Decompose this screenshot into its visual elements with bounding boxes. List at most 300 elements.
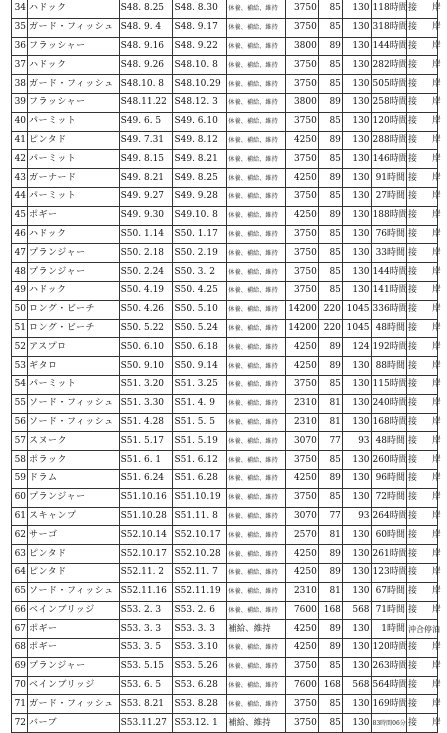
row-number-cell: 72 [12, 714, 28, 733]
stay-hours-cell: 192時間 [371, 338, 407, 357]
berth-type-cell: 接 岸 [407, 488, 438, 507]
table-row [12, 563, 438, 582]
row-number-cell: 46 [12, 225, 28, 244]
activity-cell: 休養、補給、維持 [227, 413, 285, 432]
crew-officers-cell: 81 [318, 582, 342, 601]
crew-total-cell: 124 [342, 338, 371, 357]
end-date-cell: S53. 3. 3 [173, 620, 227, 639]
activity-cell: 休養、補給、維持 [227, 526, 285, 545]
stay-hours-cell: 564時間 [371, 676, 407, 695]
tonnage-cell: 4250 [285, 563, 318, 582]
table-row [12, 300, 438, 319]
activity-cell: 休養、補給、維持 [227, 451, 285, 470]
start-date-cell: S49. 8.15 [119, 150, 173, 169]
crew-officers-cell: 89 [318, 545, 342, 564]
start-date-cell: S48.10. 8 [119, 75, 173, 94]
row-number-cell: 39 [12, 93, 28, 112]
start-date-cell: S50. 4.26 [119, 300, 173, 319]
berth-type-cell: 接 岸 [407, 601, 438, 620]
start-date-cell: S53.11.27 [119, 714, 173, 733]
stay-hours-cell: 288時間 [371, 131, 407, 150]
start-date-cell: S48. 9. 4 [119, 18, 173, 37]
start-date-cell: S52.10.17 [119, 545, 173, 564]
vessel-name-cell: ドラム [28, 469, 120, 488]
tonnage-cell: 4250 [285, 338, 318, 357]
vessel-name-cell: ピンタド [28, 545, 120, 564]
row-number-cell: 58 [12, 451, 28, 470]
end-date-cell: S48.12. 3 [173, 93, 227, 112]
activity-cell: 休養、補給、維持 [227, 375, 285, 394]
end-date-cell: S49. 8.25 [173, 169, 227, 188]
berth-type-cell: 接 岸 [407, 75, 438, 94]
row-number-cell: 49 [12, 281, 28, 300]
end-date-cell: S48.10. 8 [173, 56, 227, 75]
table-row [12, 56, 438, 75]
start-date-cell: S49. 7.31 [119, 131, 173, 150]
activity-cell: 休養、補給、維持 [227, 300, 285, 319]
stay-hours-cell: 505時間 [371, 75, 407, 94]
activity-cell: 休養、補給、維持 [227, 244, 285, 263]
crew-officers-cell: 81 [318, 394, 342, 413]
row-number-cell: 41 [12, 131, 28, 150]
end-date-cell: S51. 5. 5 [173, 413, 227, 432]
crew-total-cell: 130 [342, 75, 371, 94]
crew-officers-cell: 89 [318, 563, 342, 582]
row-number-cell: 40 [12, 112, 28, 131]
vessel-name-cell: スキャンプ [28, 507, 120, 526]
stay-hours-cell: 120時間 [371, 639, 407, 658]
table-row [12, 75, 438, 94]
tonnage-cell: 2570 [285, 526, 318, 545]
row-number-cell: 54 [12, 375, 28, 394]
activity-cell: 休養、補給、維持 [227, 281, 285, 300]
berth-type-cell: 接 岸 [407, 244, 438, 263]
row-number-cell: 69 [12, 657, 28, 676]
table-row [12, 526, 438, 545]
stay-hours-cell: 118時間 [371, 0, 407, 18]
row-number-cell: 67 [12, 620, 28, 639]
tonnage-cell: 2310 [285, 394, 318, 413]
vessel-name-cell: プランジャー [28, 657, 120, 676]
crew-officers-cell: 89 [318, 37, 342, 56]
berth-type-cell: 接 岸 [407, 394, 438, 413]
stay-hours-cell: 141時間 [371, 281, 407, 300]
row-number-cell: 44 [12, 187, 28, 206]
tonnage-cell: 3750 [285, 112, 318, 131]
end-date-cell: S52.10.28 [173, 545, 227, 564]
berth-type-cell: 接 岸 [407, 563, 438, 582]
berth-type-cell: 接 岸 [407, 451, 438, 470]
berth-type-cell: 接 岸 [407, 187, 438, 206]
start-date-cell: S50. 2.18 [119, 244, 173, 263]
end-date-cell: S49. 8.12 [173, 131, 227, 150]
crew-officers-cell: 85 [318, 187, 342, 206]
vessel-name-cell: ポギー [28, 206, 120, 225]
stay-hours-cell: 91時間 [371, 169, 407, 188]
berth-type-cell: 接 岸 [407, 545, 438, 564]
table-row [12, 469, 438, 488]
start-date-cell: S51. 6. 1 [119, 451, 173, 470]
end-date-cell: S48. 8.30 [173, 0, 227, 18]
row-number-cell: 68 [12, 639, 28, 658]
crew-officers-cell: 77 [318, 432, 342, 451]
end-date-cell: S50. 3. 2 [173, 263, 227, 282]
end-date-cell: S52.11.19 [173, 582, 227, 601]
crew-officers-cell: 168 [318, 676, 342, 695]
start-date-cell: S51. 5.17 [119, 432, 173, 451]
berth-type-cell: 接 岸 [407, 281, 438, 300]
activity-cell: 休養、補給、維持 [227, 263, 285, 282]
crew-officers-cell: 89 [318, 469, 342, 488]
stay-hours-cell: 1時間 [371, 620, 407, 639]
stay-hours-cell: 144時間 [371, 37, 407, 56]
table-row [12, 37, 438, 56]
row-number-cell: 34 [12, 0, 28, 18]
end-date-cell: S48. 9.17 [173, 18, 227, 37]
start-date-cell: S51. 3.20 [119, 375, 173, 394]
crew-total-cell: 130 [342, 488, 371, 507]
activity-cell: 休養、補給、維持 [227, 357, 285, 376]
berth-type-cell: 接 岸 [407, 150, 438, 169]
berth-type-cell: 接 岸 [407, 225, 438, 244]
tonnage-cell: 2310 [285, 413, 318, 432]
crew-total-cell: 130 [342, 112, 371, 131]
start-date-cell: S49. 9.30 [119, 206, 173, 225]
tonnage-cell: 3750 [285, 657, 318, 676]
vessel-name-cell: プランジャー [28, 263, 120, 282]
table-row [12, 112, 438, 131]
activity-cell: 休養、補給、維持 [227, 582, 285, 601]
tonnage-cell: 3750 [285, 18, 318, 37]
tonnage-cell: 2310 [285, 582, 318, 601]
start-date-cell: S51.10.28 [119, 507, 173, 526]
table-row [12, 187, 438, 206]
crew-officers-cell: 85 [318, 375, 342, 394]
crew-total-cell: 130 [342, 375, 371, 394]
table-row [12, 357, 438, 376]
crew-officers-cell: 85 [318, 451, 342, 470]
vessel-name-cell: ベインブリッジ [28, 676, 120, 695]
table-row [12, 488, 438, 507]
tonnage-cell: 3750 [285, 263, 318, 282]
stay-hours-cell: 264時間 [371, 507, 407, 526]
crew-officers-cell: 85 [318, 244, 342, 263]
end-date-cell: S53. 5.26 [173, 657, 227, 676]
crew-officers-cell: 81 [318, 413, 342, 432]
crew-total-cell: 130 [342, 357, 371, 376]
berth-type-cell: 接 岸 [407, 432, 438, 451]
table-row [12, 394, 438, 413]
end-date-cell: S49. 9.28 [173, 187, 227, 206]
stay-hours-cell: 33時間 [371, 244, 407, 263]
start-date-cell: S49. 6. 5 [119, 112, 173, 131]
activity-cell: 休養、補給、維持 [227, 545, 285, 564]
vessel-name-cell: ソード・フィッシュ [28, 394, 120, 413]
start-date-cell: S53. 3. 3 [119, 620, 173, 639]
row-number-cell: 50 [12, 300, 28, 319]
vessel-name-cell: パーミット [28, 375, 120, 394]
table-row [12, 601, 438, 620]
crew-officers-cell: 85 [318, 112, 342, 131]
end-date-cell: S50. 2.19 [173, 244, 227, 263]
stay-hours-cell: 168時間 [371, 413, 407, 432]
row-number-cell: 60 [12, 488, 28, 507]
stay-hours-cell: 260時間 [371, 451, 407, 470]
crew-officers-cell: 85 [318, 263, 342, 282]
crew-total-cell: 568 [342, 601, 371, 620]
end-date-cell: S52.10.17 [173, 526, 227, 545]
end-date-cell: S53. 8.28 [173, 695, 227, 714]
row-number-cell: 35 [12, 18, 28, 37]
activity-cell: 休養、補給、維持 [227, 0, 285, 18]
stay-hours-cell: 318時間 [371, 18, 407, 37]
tonnage-cell: 14200 [285, 300, 318, 319]
table-row [12, 225, 438, 244]
stay-hours-cell: 146時間 [371, 150, 407, 169]
row-number-cell: 64 [12, 563, 28, 582]
vessel-name-cell: パーミット [28, 187, 120, 206]
end-date-cell: S51. 6.12 [173, 451, 227, 470]
activity-cell: 休養、補給、維持 [227, 432, 285, 451]
crew-officers-cell: 85 [318, 150, 342, 169]
tonnage-cell: 3750 [285, 56, 318, 75]
start-date-cell: S50. 1.14 [119, 225, 173, 244]
vessel-name-cell: プランジャー [28, 488, 120, 507]
end-date-cell: S51. 6.28 [173, 469, 227, 488]
end-date-cell: S53. 3.10 [173, 639, 227, 658]
berth-type-cell: 接 岸 [407, 263, 438, 282]
tonnage-cell: 3750 [285, 375, 318, 394]
row-number-cell: 70 [12, 676, 28, 695]
crew-total-cell: 130 [342, 206, 371, 225]
crew-officers-cell: 89 [318, 639, 342, 658]
vessel-name-cell: パーミット [28, 150, 120, 169]
stay-hours-cell: 76時間 [371, 225, 407, 244]
activity-cell: 休養、補給、維持 [227, 37, 285, 56]
table-row [12, 545, 438, 564]
crew-officers-cell: 89 [318, 620, 342, 639]
table-body [12, 0, 447, 733]
activity-cell: 休養、補給、維持 [227, 150, 285, 169]
crew-officers-cell: 85 [318, 18, 342, 37]
vessel-name-cell: パーミット [28, 112, 120, 131]
crew-total-cell: 130 [342, 56, 371, 75]
activity-cell: 休養、補給、維持 [227, 639, 285, 658]
vessel-name-cell: ポラック [28, 451, 120, 470]
vessel-name-cell: ソード・フィッシュ [28, 413, 120, 432]
stay-hours-cell: 67時間 [371, 582, 407, 601]
activity-cell: 休養、補給、維持 [227, 169, 285, 188]
row-number-cell: 62 [12, 526, 28, 545]
crew-total-cell: 130 [342, 93, 371, 112]
crew-total-cell: 130 [342, 526, 371, 545]
crew-total-cell: 130 [342, 0, 371, 18]
stay-hours-cell: 60時間 [371, 526, 407, 545]
stay-hours-cell: 261時間 [371, 545, 407, 564]
stay-hours-cell: 27時間 [371, 187, 407, 206]
vessel-name-cell: ハドック [28, 281, 120, 300]
crew-officers-cell: 220 [318, 300, 342, 319]
start-date-cell: S53. 2. 3 [119, 601, 173, 620]
activity-cell: 休養、補給、維持 [227, 507, 285, 526]
berth-type-cell: 接 岸 [407, 714, 438, 733]
vessel-name-cell: ベインブリッジ [28, 601, 120, 620]
end-date-cell: S49. 8.21 [173, 150, 227, 169]
vessel-name-cell: ハドック [28, 225, 120, 244]
crew-officers-cell: 81 [318, 526, 342, 545]
crew-officers-cell: 85 [318, 281, 342, 300]
berth-type-cell: 沖合停泊 [407, 620, 438, 639]
activity-cell: 休養、補給、維持 [227, 695, 285, 714]
start-date-cell: S52.11.16 [119, 582, 173, 601]
tonnage-cell: 3750 [285, 451, 318, 470]
tonnage-cell: 4250 [285, 545, 318, 564]
crew-total-cell: 130 [342, 18, 371, 37]
end-date-cell: S51.10.19 [173, 488, 227, 507]
tonnage-cell: 3070 [285, 507, 318, 526]
stay-hours-cell: 120時間 [371, 112, 407, 131]
crew-officers-cell: 89 [318, 169, 342, 188]
crew-total-cell: 130 [342, 263, 371, 282]
crew-total-cell: 130 [342, 37, 371, 56]
end-date-cell: S51. 3.25 [173, 375, 227, 394]
vessel-name-cell: ガード・フィッシュ [28, 75, 120, 94]
table-row [12, 338, 438, 357]
berth-type-cell: 接 岸 [407, 413, 438, 432]
row-number-cell: 45 [12, 206, 28, 225]
crew-total-cell: 130 [342, 281, 371, 300]
end-date-cell: S49. 6.10 [173, 112, 227, 131]
vessel-name-cell: ギタロ [28, 357, 120, 376]
end-date-cell: S49.10. 8 [173, 206, 227, 225]
table-row [12, 18, 438, 37]
tonnage-cell: 4250 [285, 639, 318, 658]
table-row [12, 432, 438, 451]
crew-total-cell: 130 [342, 582, 371, 601]
crew-officers-cell: 89 [318, 131, 342, 150]
table-row [12, 582, 438, 601]
crew-total-cell: 130 [342, 150, 371, 169]
tonnage-cell: 14200 [285, 319, 318, 338]
stay-hours-cell: 240時間 [371, 394, 407, 413]
berth-type-cell: 接 岸 [407, 206, 438, 225]
tonnage-cell: 4250 [285, 169, 318, 188]
row-number-cell: 56 [12, 413, 28, 432]
stay-hours-cell: 188時間 [371, 206, 407, 225]
vessel-name-cell: アスプロ [28, 338, 120, 357]
row-number-cell: 51 [12, 319, 28, 338]
crew-officers-cell: 77 [318, 507, 342, 526]
crew-officers-cell: 85 [318, 714, 342, 733]
berth-type-cell: 接 岸 [407, 695, 438, 714]
activity-cell: 休養、補給、維持 [227, 319, 285, 338]
crew-total-cell: 130 [342, 639, 371, 658]
start-date-cell: S53. 6. 5 [119, 676, 173, 695]
row-number-cell: 37 [12, 56, 28, 75]
crew-total-cell: 130 [342, 187, 371, 206]
table-row [12, 620, 438, 639]
tonnage-cell: 3750 [285, 281, 318, 300]
table-row [12, 206, 438, 225]
tonnage-cell: 7600 [285, 676, 318, 695]
activity-cell: 休養、補給、維持 [227, 18, 285, 37]
vessel-name-cell: フラッシャー [28, 93, 120, 112]
vessel-name-cell: ハドック [28, 56, 120, 75]
end-date-cell: S50. 5.10 [173, 300, 227, 319]
berth-type-cell: 接 岸 [407, 582, 438, 601]
tonnage-cell: 4250 [285, 206, 318, 225]
crew-total-cell: 130 [342, 451, 371, 470]
berth-type-cell: 接 岸 [407, 676, 438, 695]
start-date-cell: S51. 3.30 [119, 394, 173, 413]
berth-type-cell: 接 岸 [407, 56, 438, 75]
end-date-cell: S52.11. 7 [173, 563, 227, 582]
activity-cell: 休養、補給、維持 [227, 469, 285, 488]
table-row [12, 319, 438, 338]
vessel-name-cell: ガード・フィッシュ [28, 695, 120, 714]
row-number-cell: 61 [12, 507, 28, 526]
vessel-name-cell: サーゴ [28, 526, 120, 545]
vessel-name-cell: ロング・ビーチ [28, 319, 120, 338]
activity-cell: 休養、補給、維持 [227, 657, 285, 676]
end-date-cell: S53.12. 1 [173, 714, 227, 733]
tonnage-cell: 3750 [285, 695, 318, 714]
crew-total-cell: 130 [342, 225, 371, 244]
crew-officers-cell: 85 [318, 0, 342, 18]
crew-officers-cell: 89 [318, 206, 342, 225]
table-row [12, 131, 438, 150]
activity-cell: 休養、補給、維持 [227, 93, 285, 112]
crew-officers-cell: 89 [318, 338, 342, 357]
berth-type-cell: 接 岸 [407, 526, 438, 545]
tonnage-cell: 7600 [285, 601, 318, 620]
activity-cell: 休養、補給、維持 [227, 75, 285, 94]
table-row [12, 413, 438, 432]
stay-hours-cell: 48時間 [371, 432, 407, 451]
crew-officers-cell: 85 [318, 657, 342, 676]
tonnage-cell: 3750 [285, 187, 318, 206]
crew-officers-cell: 85 [318, 56, 342, 75]
vessel-name-cell: ロング・ビーチ [28, 300, 120, 319]
row-number-cell: 66 [12, 601, 28, 620]
crew-officers-cell: 220 [318, 319, 342, 338]
crew-total-cell: 130 [342, 545, 371, 564]
row-number-cell: 52 [12, 338, 28, 357]
start-date-cell: S53. 8.21 [119, 695, 173, 714]
table-row [12, 244, 438, 263]
vessel-name-cell: ポギー [28, 620, 120, 639]
row-number-cell: 43 [12, 169, 28, 188]
berth-type-cell: 接 岸 [407, 639, 438, 658]
tonnage-cell: 4250 [285, 357, 318, 376]
start-date-cell: S51. 4.28 [119, 413, 173, 432]
tonnage-cell: 4250 [285, 620, 318, 639]
table-row [12, 639, 438, 658]
start-date-cell: S50. 4.19 [119, 281, 173, 300]
start-date-cell: S48. 9.16 [119, 37, 173, 56]
row-number-cell: 47 [12, 244, 28, 263]
activity-cell: 休養、補給、維持 [227, 131, 285, 150]
crew-officers-cell: 89 [318, 93, 342, 112]
row-number-cell: 38 [12, 75, 28, 94]
start-date-cell: S50. 5.22 [119, 319, 173, 338]
tonnage-cell: 3750 [285, 0, 318, 18]
crew-total-cell: 130 [342, 244, 371, 263]
berth-type-cell: 接 岸 [407, 507, 438, 526]
activity-cell: 休養、補給、維持 [227, 394, 285, 413]
table-row [12, 676, 438, 695]
activity-cell: 休養、補給、維持 [227, 187, 285, 206]
